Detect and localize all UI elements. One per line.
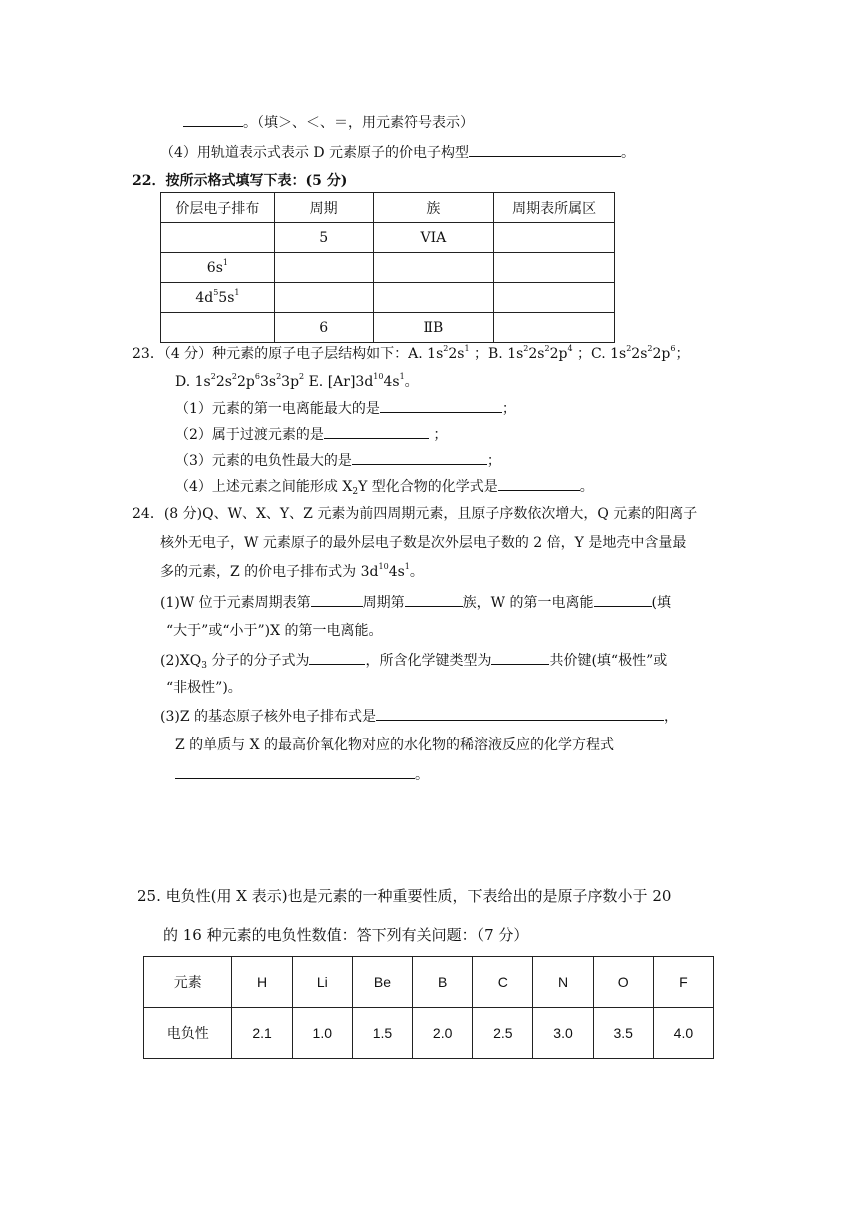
table-row — [161, 253, 615, 283]
element-cell: N — [533, 957, 593, 1008]
q24-part-3 — [160, 706, 678, 727]
element-cell: F — [653, 957, 713, 1008]
element-cell: O — [593, 957, 653, 1008]
q24-text: 族，W 的第一电离能 — [462, 595, 594, 611]
q21-hint: 。（填＞、＜、＝，用元素符号表示） — [243, 115, 474, 131]
q24-part-1 — [160, 592, 671, 613]
q21-item-4-text: （4）用轨道表示式表示 D 元素原子的价电子构型 — [160, 145, 470, 161]
q24-line-2: 核外无电子，W 元素原子的最外层电子数是次外层电子数的 2 倍，Y 是地壳中含量最 — [160, 535, 687, 551]
answer-blank[interactable] — [380, 398, 502, 413]
answer-blank[interactable] — [183, 112, 243, 127]
header-cell: 价层电子排布 — [161, 193, 275, 223]
answer-blank[interactable] — [376, 706, 664, 721]
element-cell: H — [232, 957, 292, 1008]
answer-blank[interactable] — [175, 764, 415, 779]
element-cell: C — [473, 957, 533, 1008]
value-cell: 3.0 — [533, 1008, 593, 1059]
table-cell[interactable] — [494, 283, 615, 313]
answer-blank[interactable] — [469, 142, 621, 157]
table-cell[interactable] — [494, 313, 615, 343]
q25-electronegativity-table — [143, 956, 714, 1059]
q24-text: 共价键(填“极性”或 — [549, 653, 668, 669]
value-cell: 2.5 — [473, 1008, 533, 1059]
q24-text: 周期第 — [362, 595, 405, 611]
table-cell[interactable] — [373, 253, 494, 283]
q21-line-top — [183, 112, 474, 133]
value-cell: 2.0 — [413, 1008, 473, 1059]
value-cell: 4.0 — [653, 1008, 713, 1059]
answer-blank[interactable] — [311, 592, 363, 607]
q24-text: (3)Z 的基态原子核外电子排布式是 — [160, 709, 377, 725]
row-header: 电负性 — [144, 1008, 232, 1059]
q24-part-3-cont: Z 的单质与 X 的最高价氧化物对应的水化物的稀溶液反应的化学方程式 — [175, 737, 615, 753]
q24-text: ， — [664, 709, 679, 725]
q24-text: ，所含化学键类型为 — [365, 653, 492, 669]
table-cell: VIA — [373, 223, 494, 253]
header-cell: 周期 — [274, 193, 373, 223]
q25-line-1: 25. 电负性(用 X 表示)也是元素的一种重要性质，下表给出的是原子序数小于 20 — [137, 887, 672, 905]
table-cell[interactable] — [494, 223, 615, 253]
element-cell: Li — [292, 957, 352, 1008]
answer-blank[interactable] — [405, 592, 463, 607]
header-cell: 族 — [373, 193, 494, 223]
q23-intro-2: D. $1s^22s^22p^63s^23p^2$ E. $[Ar]3d^{10}4s^1$。 — [175, 372, 419, 390]
element-cell: Be — [352, 957, 412, 1008]
answer-blank[interactable] — [324, 424, 429, 439]
q23-item-2: （2）属于过渡元素的是 ； — [175, 424, 447, 445]
table-header-row — [161, 193, 615, 223]
q23-item-text: （1）元素的第一电离能最大的是 — [175, 401, 380, 417]
q24-part-2: $(2)XQ_3$ 分子的分子式为 ，所含化学键类型为 共价键(填“极性”或 — [160, 650, 667, 671]
value-cell: 2.1 — [232, 1008, 292, 1059]
q24-line-1: 24．(8 分)Q、W、X、Y、Z 元素为前四周期元素，且原子序数依次增大，Q 元素的阳离子 — [132, 506, 698, 522]
q22-table — [160, 192, 615, 343]
q24-text: (1)W 位于元素周期表第 — [160, 595, 311, 611]
q22-title: 22．按所示格式填写下表：(5 分) — [132, 173, 348, 189]
q23-item-1: （1）元素的第一电离能最大的是 ； — [175, 398, 516, 419]
q23-item-4: （4）上述元素之间能形成 $X_2Y$ 型化合物的化学式是 。 — [175, 476, 594, 497]
answer-blank[interactable] — [594, 592, 652, 607]
q24-text: (填 — [651, 595, 671, 611]
answer-blank[interactable] — [352, 450, 487, 465]
table-row — [161, 283, 615, 313]
table-row — [161, 313, 615, 343]
value-cell: 3.5 — [593, 1008, 653, 1059]
q23-item-text: （3）元素的电负性最大的是 — [175, 453, 352, 469]
q24-part-2-cont: “非极性”)。 — [166, 680, 242, 696]
value-cell: 1.5 — [352, 1008, 412, 1059]
table-cell[interactable] — [494, 253, 615, 283]
table-row — [144, 957, 714, 1008]
table-cell[interactable] — [161, 313, 275, 343]
answer-blank[interactable] — [309, 650, 365, 665]
answer-blank[interactable] — [498, 476, 580, 491]
q21-item-4 — [160, 142, 635, 163]
q23-item-3: （3）元素的电负性最大的是 ； — [175, 450, 501, 471]
q23-intro: 23．（4 分）种元素的原子电子层结构如下：A. $1s^22s^1$ ；B. $1s^22s^22p^4$ ；C. $1s^22s^22p^6$； — [132, 344, 690, 362]
header-cell: 周期表所属区 — [494, 193, 615, 223]
row-header: 元素 — [144, 957, 232, 1008]
table-cell: 5 — [274, 223, 373, 253]
table-cell[interactable] — [161, 223, 275, 253]
table-cell[interactable] — [373, 283, 494, 313]
table-cell: ⅡB — [373, 313, 494, 343]
q23-item-text: （2）属于过渡元素的是 — [175, 427, 324, 443]
answer-blank[interactable] — [491, 650, 549, 665]
value-cell: 1.0 — [292, 1008, 352, 1059]
q24-part-1-cont: “大于”或“小于”)X 的第一电离能。 — [166, 623, 383, 639]
q24-line-3: 多的元素，Z 的价电子排布式为 $3d^{10}4s^1$。 — [160, 562, 424, 580]
q21-item-4-end: 。 — [621, 145, 636, 161]
table-row — [161, 223, 615, 253]
table-cell: 6 — [274, 313, 373, 343]
element-cell: B — [413, 957, 473, 1008]
q25-line-2: 的 16 种元素的电负性数值：答下列有关问题：（7 分） — [163, 926, 529, 944]
table-cell[interactable] — [274, 253, 373, 283]
q24-part-3-answer — [175, 764, 429, 785]
q24-text: 。 — [415, 767, 429, 783]
table-cell: $4d^55s^1$ — [161, 283, 275, 313]
table-row — [144, 1008, 714, 1059]
table-cell[interactable] — [274, 283, 373, 313]
table-cell: $6s^1$ — [161, 253, 275, 283]
